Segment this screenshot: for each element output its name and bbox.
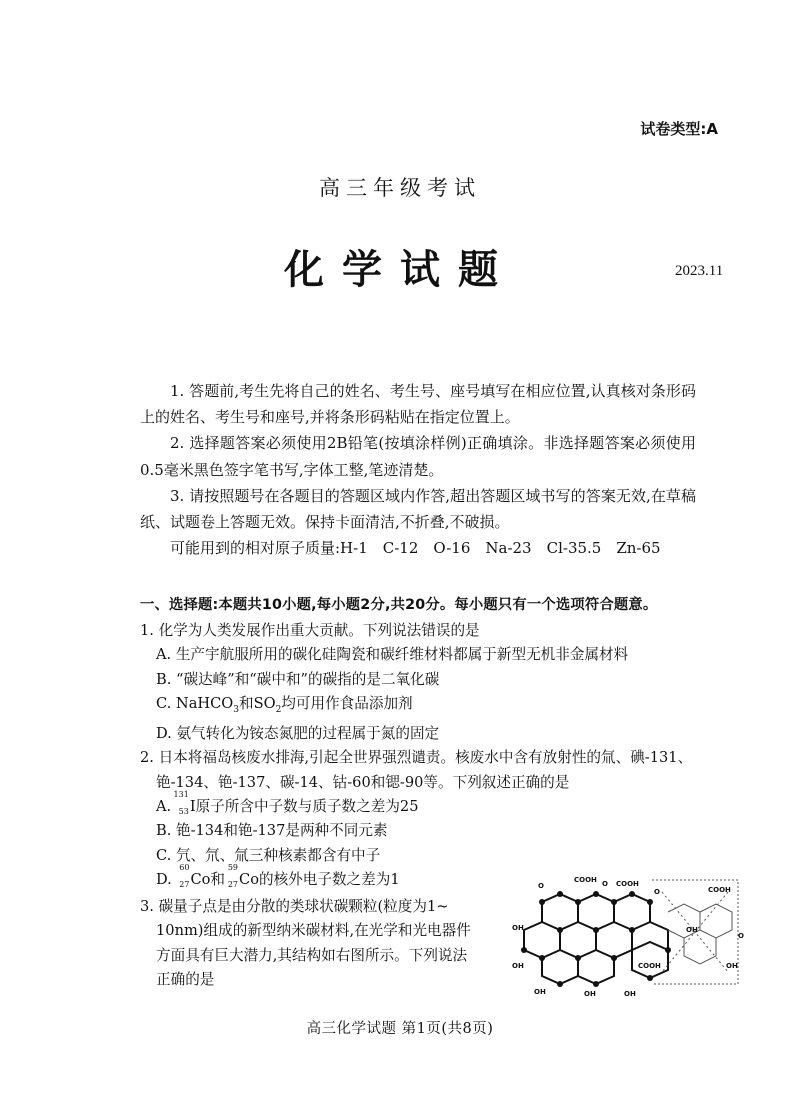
label-o: O	[654, 888, 660, 896]
label-o: O	[602, 880, 608, 888]
questions-1-2	[140, 619, 700, 892]
option-letter-d: D.	[156, 870, 177, 888]
label-cooh: COOH	[638, 962, 661, 970]
label-oh: OH	[534, 988, 546, 996]
label-oh: OH	[624, 990, 636, 998]
ring-11	[700, 904, 732, 938]
section-heading: 一、选择题:本题共10小题,每小题2分,共20分。每小题只有一个选项符合题意。	[140, 597, 658, 613]
label-oh: OH	[512, 962, 524, 970]
ring-9	[632, 942, 668, 978]
conjunction: 和	[210, 870, 226, 888]
instruction-2: 2. 选择题答案必须使用2B铅笔(按填涂样例)正确填涂。非选择题答案必须使用0.5毫米黑色签字笔书写,字体工整,笔迹清楚。	[140, 434, 696, 479]
label-oh: OH	[512, 924, 524, 932]
mass-number: 60	[179, 862, 190, 872]
option-d-text: 的核外电子数之差为1	[258, 870, 400, 888]
label-cooh: COOH	[616, 880, 639, 888]
question-2-option-a	[140, 789, 700, 819]
nuclide-co-59	[225, 862, 239, 889]
atomic-masses: 可能用到的相对原子质量:H-1 C-12 O-16 Na-23 Cl-35.5 Zn-65	[170, 539, 661, 558]
element-symbol: Co	[239, 870, 259, 888]
instruction-3: 3. 请按照题号在各题目的答题区域内作答,超出答题区域书写的答案无效,在草稿纸、试题卷上答题无效。保持卡面清洁,不折叠,不破损。	[140, 486, 696, 532]
element-symbol: I	[189, 797, 196, 815]
ring-2	[578, 894, 614, 930]
question-1-option-d: D. 氨气转化为铵态氮肥的过程属于氮的固定	[156, 725, 440, 743]
nuclide-i-131	[173, 789, 190, 816]
mass-number: 59	[227, 862, 239, 872]
label-oh: OH	[686, 926, 698, 934]
label-oh: OH	[726, 962, 738, 970]
carbon-quantum-dot-structure	[512, 872, 748, 1000]
question-3-line-1: 3. 碳量子点是由分散的类球状碳颗粒(粒度为1~	[140, 898, 449, 915]
label-cooh: COOH	[574, 876, 597, 884]
question-2-stem-line-1: 2. 日本将福岛核废水排海,引起全世界强烈谴责。核废水中含有放射性的氚、碘-131、	[140, 749, 693, 767]
option-a-text: 原子所含中子数与质子数之差为25	[195, 797, 419, 815]
label-o: O	[538, 882, 544, 890]
instruction-1: 1. 答题前,考生先将自己的姓名、考生号、座号填写在相应位置,认真核对条形码上的姓名、考生号和座号,并将条形码粘贴在指定位置上。	[140, 382, 696, 427]
element-symbol: Co	[190, 870, 211, 888]
question-1-option-c	[140, 692, 700, 722]
structure-labels	[512, 876, 744, 998]
atomic-number: 27	[227, 879, 239, 889]
question-3-line-3: 方面具有巨大潜力,其结构如右图所示。下列说法	[156, 946, 468, 964]
ring-1	[542, 894, 578, 930]
option-letter-a: A.	[156, 797, 176, 815]
option-c-text-3: 均可用作食品添加剂	[281, 694, 413, 712]
question-1-stem: 1. 化学为人类发展作出重大贡献。下列说法错误的是	[140, 622, 480, 639]
nuclide-co-60	[176, 862, 190, 889]
atomic-number: 27	[179, 879, 190, 889]
label-oh: OH	[584, 990, 596, 998]
subscript-2: 2	[275, 704, 282, 715]
ring-3	[560, 930, 596, 958]
question-2-stem-line-2: 铯-134、铯-137、碳-14、钴-60和锶-90等。下列叙述正确的是	[156, 773, 570, 791]
option-c-text-1: C. NaHCO	[156, 694, 234, 712]
question-3	[140, 895, 510, 992]
ring-6	[542, 958, 578, 984]
label-o: O	[738, 932, 744, 940]
page-footer: 高三化学试题 第1页(共8页)	[306, 1021, 494, 1037]
question-2-option-c: C. 氕、氘、氚三种核素都含有中子	[156, 846, 381, 864]
question-2-option-b: B. 铯-134和铯-137是两种不同元素	[156, 822, 388, 840]
exam-date: 2023.11	[675, 263, 724, 279]
atomic-number: 53	[178, 806, 189, 816]
structure-bonds	[524, 894, 668, 984]
subscript-3: 3	[233, 704, 239, 715]
grade-title: 高三年级考试	[319, 176, 481, 200]
question-1-option-b: B. “碳达峰”和“碳中和”的碳指的是二氧化碳	[156, 670, 440, 688]
option-c-text-2: 和SO	[239, 694, 276, 712]
ring-7	[578, 958, 614, 984]
label-cooh: COOH	[708, 886, 731, 894]
question-3-line-4: 正确的是	[156, 970, 215, 988]
paper-type-label: 试卷类型:A	[640, 120, 718, 138]
exam-instructions	[140, 378, 696, 561]
question-3-line-2: 10nm)组成的新型纳米碳材料,在光学和光电器件	[156, 922, 471, 940]
subject-title: 化学试题	[284, 246, 516, 293]
mass-number: 131	[173, 789, 189, 799]
question-1-option-a: A. 生产宇航服所用的碳化硅陶瓷和碳纤维材料都属于新型无机非金属材料	[156, 646, 629, 664]
